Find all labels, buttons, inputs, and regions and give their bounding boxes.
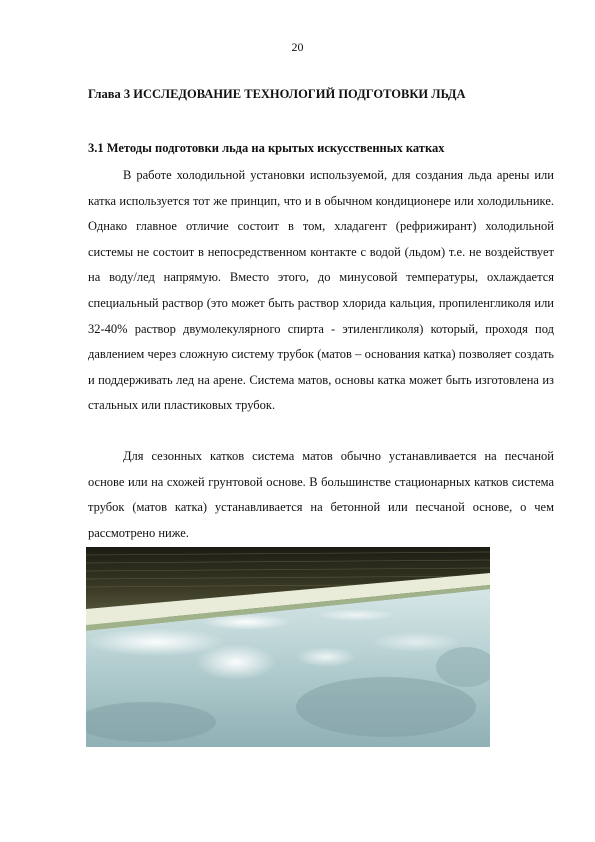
body-paragraph-1: В работе холодильной установки используемой, для создания льда арены или катка используется тот же принцип, что и в обычном кондиционере или холодильнике. Однако главное отличие состоит в том, хладагент (рефрижирант) холодильной системы не состоит в непосредственном контакте с водой (льдом) т.е. не воздействует на воду/лед напрямую. Вместо этого, до минусовой температуры, охлаждается специальный раствор (это может быть раствор хлорида кальция, пропиленгликоля или 32-40% раствор двумолекулярного спирта - этиленгликоля) который, проходя под давлением через сложную систему трубок (матов – основания катка) позволяет создать и поддерживать лед на арене. Система матов, основы катка может быть изготовлена из стальных или пластиковых трубок. <box>88 168 554 413</box>
section-title: 3.1 Методы подготовки льда на крытых искусственных катках <box>88 141 445 155</box>
chapter-title: Глава 3 ИССЛЕДОВАНИЕ ТЕХНОЛОГИЙ ПОДГОТОВКИ ЛЬДА <box>88 87 466 101</box>
body-paragraph-2: Для сезонных катков система матов обычно устанавливается на песчаной основе или на схожей грунтовой основе. В большинстве стационарных катков система трубок (матов катка) устанавливается на бетонной или песчаной основе, о чем рассмотрено ниже. <box>88 449 554 540</box>
page-number: 20 <box>291 40 304 54</box>
ice-rink-photo <box>86 547 490 747</box>
